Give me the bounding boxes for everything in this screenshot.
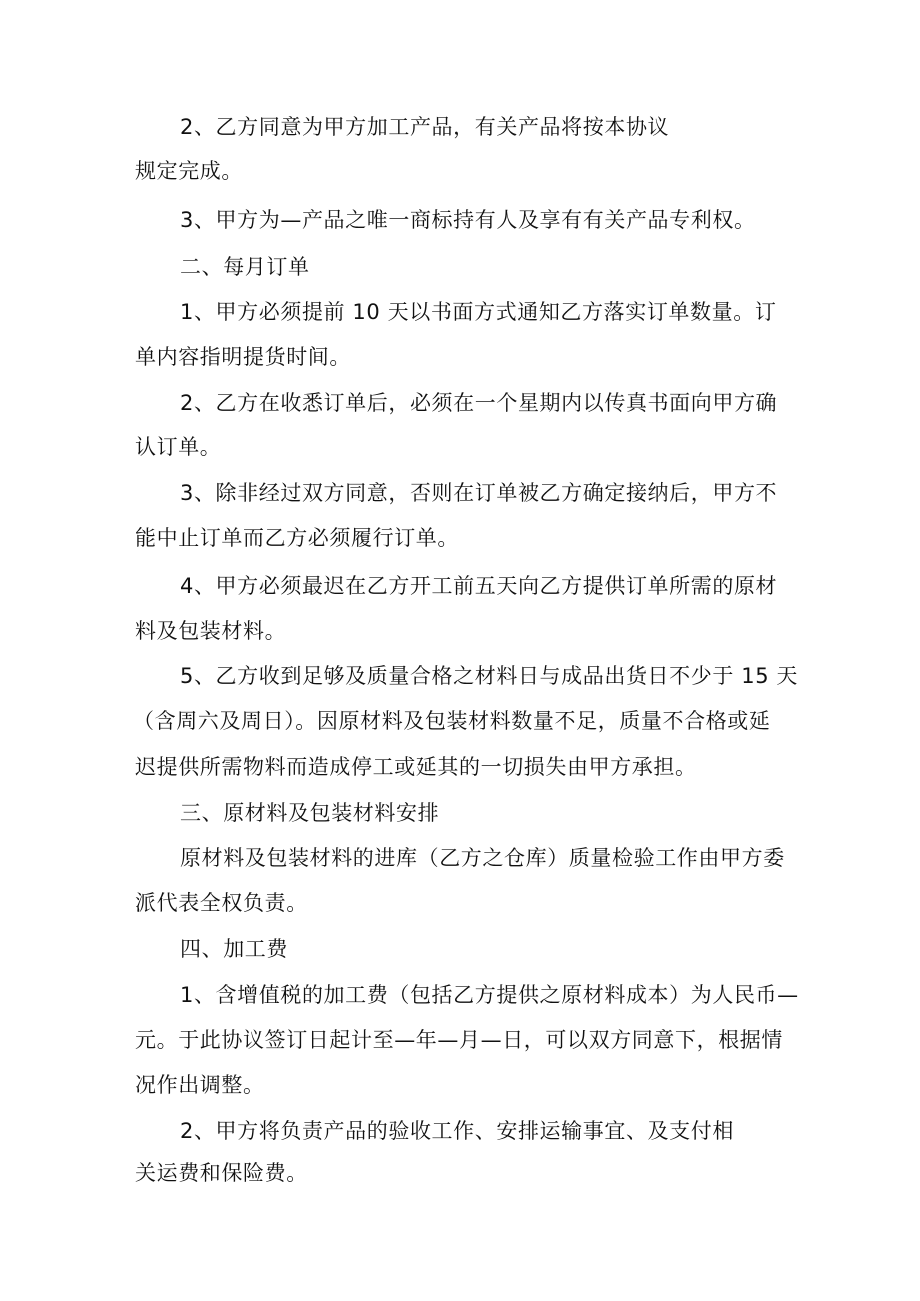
paragraph-line: 派代表全权负责。	[135, 891, 308, 915]
paragraph-line: 3、除非经过双方同意，否则在订单被乙方确定接纳后，甲方不	[180, 481, 778, 505]
paragraph-line: 4、甲方必须最迟在乙方开工前五天向乙方提供订单所需的原材	[180, 574, 778, 598]
paragraph-line: 2、乙方在收悉订单后，必须在一个星期内以传真书面向甲方确	[180, 391, 778, 415]
paragraph-line: 料及包装材料。	[135, 619, 287, 643]
paragraph-line: 1、含增值税的加工费（包括乙方提供之原材料成本）为人民币—	[180, 983, 799, 1007]
paragraph-line: 单内容指明提货时间。	[135, 345, 351, 369]
paragraph-line: 2、甲方将负责产品的验收工作、安排运输事宜、及支付相	[180, 1119, 734, 1143]
paragraph-line: （含周六及周日）。因原材料及包装材料数量不足，质量不合格或延	[133, 709, 771, 733]
section-heading: 四、加工费	[180, 937, 288, 961]
paragraph-line: 况作出调整。	[135, 1073, 265, 1097]
paragraph-line: 认订单。	[135, 435, 222, 459]
paragraph-line: 原材料及包装材料的进库（乙方之仓库）质量检验工作由甲方委	[180, 846, 785, 870]
paragraph-line: 1、甲方必须提前 10 天以书面方式通知乙方落实订单数量。订	[180, 300, 777, 324]
paragraph-line: 元。于此协议签订日起计至—年—月—日，可以双方同意下，根据情	[135, 1028, 783, 1052]
paragraph-line: 迟提供所需物料而造成停工或延其的一切损失由甲方承担。	[135, 755, 697, 779]
section-heading: 二、每月订单	[180, 255, 310, 279]
paragraph-line: 关运费和保险费。	[135, 1161, 308, 1185]
paragraph-line: 5、乙方收到足够及质量合格之材料日与成品出货日不少于 15 天	[180, 664, 799, 688]
paragraph-line: 3、甲方为—产品之唯一商标持有人及享有有关产品专利权。	[180, 208, 756, 232]
section-heading: 三、原材料及包装材料安排	[180, 801, 440, 825]
paragraph-line: 2、乙方同意为甲方加工产品，有关产品将按本协议	[180, 115, 670, 139]
paragraph-line: 规定完成。	[135, 159, 243, 183]
paragraph-line: 能中止订单而乙方必须履行订单。	[135, 526, 459, 550]
